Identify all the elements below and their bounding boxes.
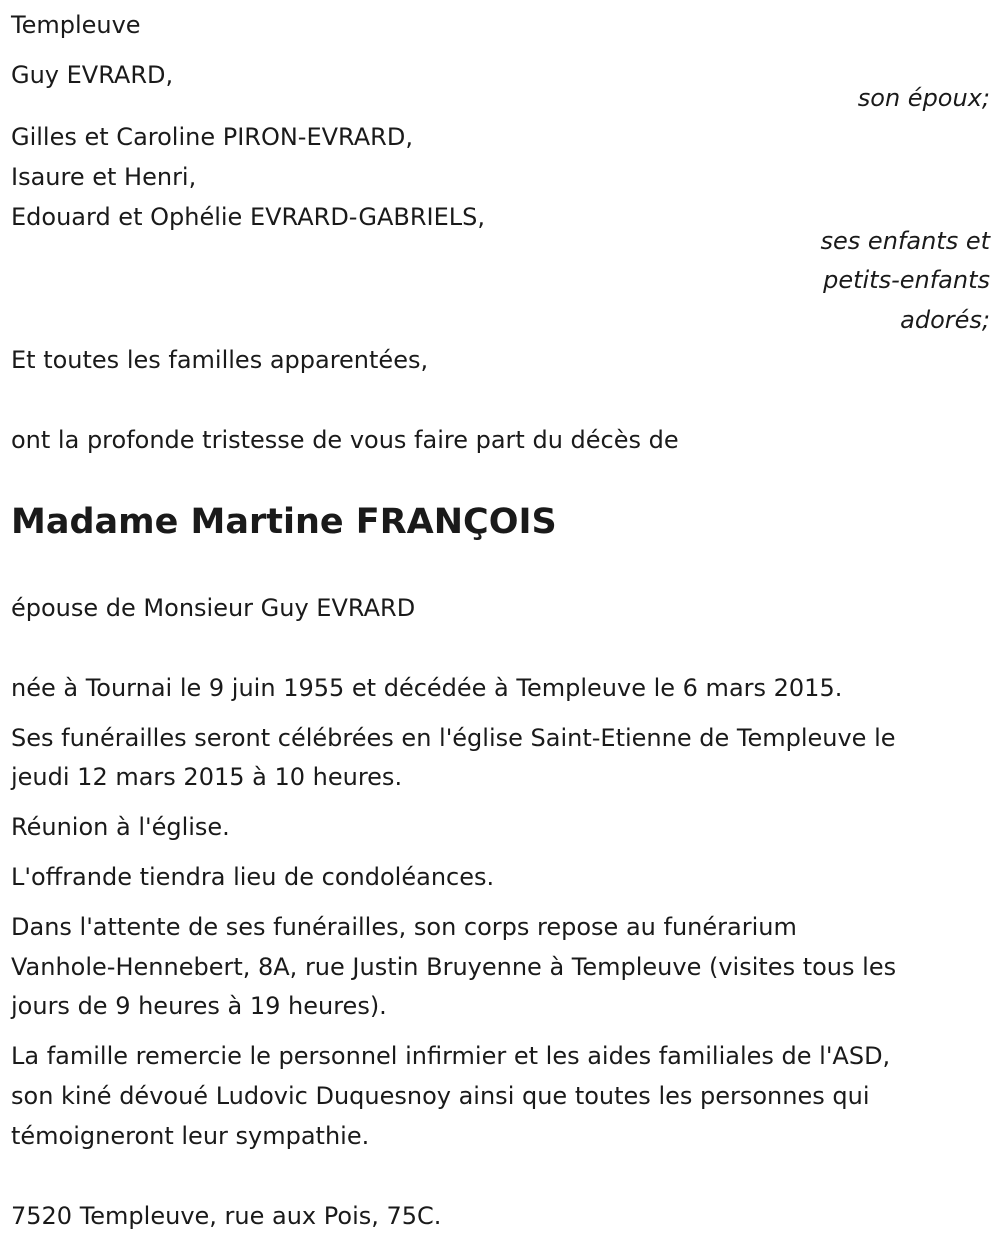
thanks-line: son kiné dévoué Ludovic Duquesnoy ainsi que toutes les personnes qui	[11, 1082, 870, 1110]
funeral-line: Ses funérailles seront célébrées en l'église Saint-Etienne de Templeuve le	[11, 724, 896, 752]
thanks-line: témoigneront leur sympathie.	[11, 1122, 370, 1150]
spouse-role: son époux;	[857, 84, 990, 112]
thanks-line: La famille remercie le personnel infirmier et les aides familiales de l'ASD,	[11, 1042, 891, 1070]
announcement-intro: ont la profonde tristesse de vous faire part du décès de	[11, 426, 679, 454]
spouse-name: Guy EVRARD,	[11, 61, 174, 89]
children-role-line: petits-enfants	[823, 266, 990, 294]
children-role-line: adorés;	[900, 306, 990, 334]
rest-line: jours de 9 heures à 19 heures).	[11, 992, 387, 1020]
child-line: Isaure et Henri,	[11, 163, 197, 191]
funeral-line: jeudi 12 mars 2015 à 10 heures.	[11, 763, 403, 791]
children-role-line: ses enfants et	[820, 227, 990, 255]
rest-line: Dans l'attente de ses funérailles, son corps repose au funérarium	[11, 913, 797, 941]
reunion-line: Réunion à l'église.	[11, 813, 230, 841]
location-heading: Templeuve	[11, 11, 141, 39]
spouse-of-line: épouse de Monsieur Guy EVRARD	[11, 594, 416, 622]
deceased-name: Madame Martine FRANÇOIS	[11, 502, 557, 542]
birth-death-line: née à Tournai le 9 juin 1955 et décédée à Templeuve le 6 mars 2015.	[11, 674, 843, 702]
rest-line: Vanhole-Hennebert, 8A, rue Justin Bruyenne à Templeuve (visites tous les	[11, 953, 897, 981]
address-line: 7520 Templeuve, rue aux Pois, 75C.	[11, 1202, 442, 1230]
offering-line: L'offrande tiendra lieu de condoléances.	[11, 863, 495, 891]
child-line: Gilles et Caroline PIRON-EVRARD,	[11, 123, 413, 151]
relatives-line: Et toutes les familles apparentées,	[11, 346, 429, 374]
child-line: Edouard et Ophélie EVRARD-GABRIELS,	[11, 203, 485, 231]
